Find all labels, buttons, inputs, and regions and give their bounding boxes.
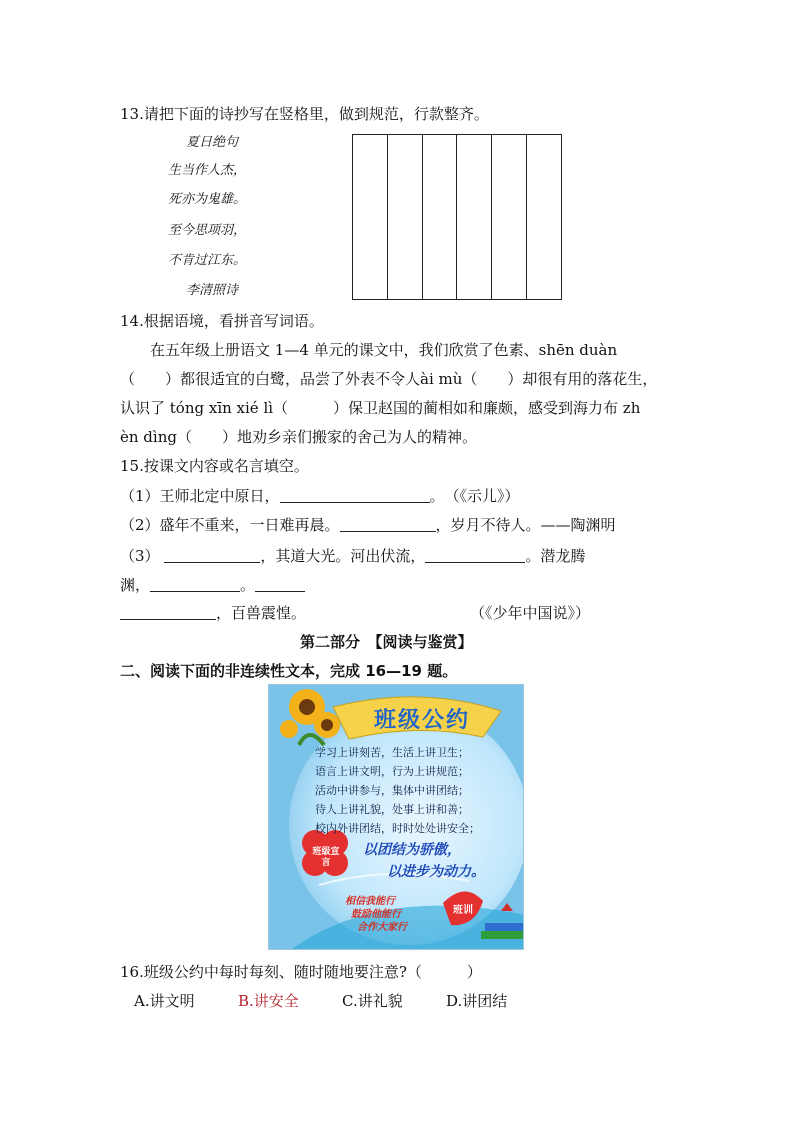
motto-line: 相信我能行 [345,896,395,907]
q15-line-5-source: （《少年中国说》） [470,604,591,622]
answer-blank[interactable] [164,546,260,563]
poster-rule: 校内外讲团结，时时处处讲安全； [315,822,480,835]
q14-prompt: 14.根据语境，看拼音写词语。 [120,312,324,330]
poem-author: 李清照诗 [186,283,239,298]
answer-blank[interactable] [425,546,525,563]
poster-slogan-2: 以进步为动力。 [387,864,485,880]
answer-blank[interactable] [340,515,436,532]
poem-line-3: 至今思项羽， [168,223,247,238]
q14-line-2: （ ）都很适宜的白鹭，品尝了外表不令人ài mù（ ）却很有用的落花生， [120,370,658,388]
poster-rule: 语言上讲文明，行为上讲规范； [315,765,469,778]
q15-line-2-text: （2）盛年不重来，一日难再晨。 [120,516,340,534]
grid-column[interactable] [492,135,527,299]
poster-title: 班级公约 [373,708,470,733]
q15-line-3 [120,546,585,566]
poem-title: 夏日绝句 [186,135,239,150]
q15-line-3-end: 。潜龙腾 [525,547,586,565]
section-part-title: 第二部分 【阅读与鉴赏】 [300,633,473,651]
motto-line: 合作大家行 [357,922,407,933]
option-c[interactable]: C.讲礼貌 [342,992,403,1010]
poem-line-2: 死亦为鬼雄。 [168,192,247,207]
q15-line-1-source: 。 （《示儿》） [429,487,520,505]
answer-blank[interactable] [150,575,240,592]
badge-label: 班训 [453,905,473,916]
q15-line-2-source: ，岁月不待人。——陶渊明 [435,516,616,534]
grid-column[interactable] [353,135,388,299]
poster-motto [339,895,407,934]
q15-line-3-text: ，其道大光。河出伏流， [260,547,426,565]
q16-prompt: 16.班级公约中每时每刻、随时随地要注意?（ ） [120,963,482,981]
poster-rule: 活动中讲参与，集体中讲团结； [315,784,469,797]
poster-rules [315,743,480,838]
motto-line: 鼓励他能行 [351,909,401,920]
poem-line-1: 生当作人杰， [168,163,247,178]
answer-blank[interactable] [255,575,305,592]
q15-line-5-text: ，百兽震惶。 [216,604,307,622]
q14-line-1: 在五年级上册语文 1—4 单元的课文中，我们欣赏了色素、shēn duàn [120,341,618,359]
answer-blank[interactable] [280,486,430,503]
option-d[interactable]: D.讲团结 [446,992,508,1010]
grid-column[interactable] [457,135,492,299]
q14-line-4: èn dìng（ ）地劝乡亲们搬家的舍己为人的精神。 [120,428,477,446]
q15-line-1-text: （1）王师北定中原日， [120,487,280,505]
grid-column[interactable] [423,135,458,299]
grid-column[interactable] [388,135,423,299]
grid-column[interactable] [527,135,561,299]
vertical-writing-grid[interactable] [352,134,562,300]
q15-line-3-num: （3） [120,547,160,565]
poster-rule: 学习上讲刻苦，生活上讲卫生； [315,746,469,759]
answer-blank[interactable] [120,603,216,620]
q15-line-5 [120,603,306,623]
q15-line-4-end: 。 [240,576,256,594]
q14-line-3: 认识了 tóng xīn xié lì（ ）保卫赵国的蔺相如和廉颇，感受到海力布 zh [120,399,641,417]
section-heading: 二、阅读下面的非连续性文本，完成 16—19 题。 [120,662,458,680]
q15-line-2 [120,515,616,535]
poster-slogan-1: 以团结为骄傲， [363,842,461,858]
class-convention-poster [268,684,524,950]
poem-line-4: 不肯过江东。 [168,253,247,268]
q15-line-4-text: 渊， [120,576,151,594]
q13-prompt: 13.请把下面的诗抄写在竖格里，做到规范，行款整齐。 [120,105,489,123]
option-b[interactable]: B.讲安全 [238,992,299,1010]
clover-label: 班级宣言 [312,847,340,868]
option-a[interactable]: A.讲文明 [134,992,195,1010]
q15-line-4 [120,575,305,595]
q15-line-1 [120,486,520,506]
poster-rule: 待人上讲礼貌，处事上讲和善； [315,803,469,816]
q15-prompt: 15.按课文内容或名言填空。 [120,457,309,475]
